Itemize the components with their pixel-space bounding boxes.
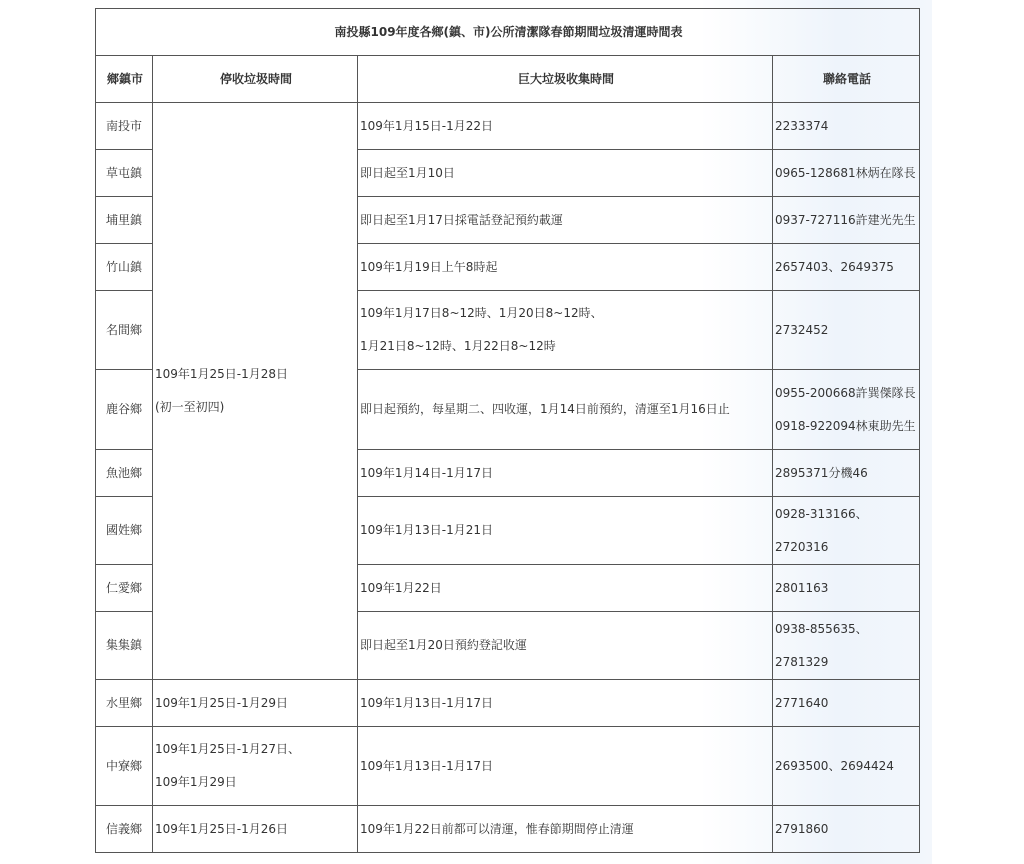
town-cell: 中寮鄉 <box>96 727 153 806</box>
stop-line-1: 109年1月25日-1月28日 <box>155 367 289 381</box>
bulky-cell: 109年1月15日-1月22日 <box>358 103 773 150</box>
phone-cell: 2657403、2649375 <box>773 244 920 291</box>
header-town: 鄉鎮市 <box>96 56 153 103</box>
bulky-cell: 109年1月13日-1月21日 <box>358 497 773 565</box>
town-cell: 水里鄉 <box>96 680 153 727</box>
town-cell: 集集鎮 <box>96 612 153 680</box>
stop-line-2: 109年1月29日 <box>155 775 237 789</box>
phone-cell: 2895371分機46 <box>773 450 920 497</box>
town-cell: 信義鄉 <box>96 806 153 853</box>
phone-cell: 0965-128681林炳在隊長 <box>773 150 920 197</box>
table-row <box>96 727 920 806</box>
phone-line-1: 0955-200668許巽傑隊長 <box>775 385 916 400</box>
phone-cell: 2233374 <box>773 103 920 150</box>
town-cell: 鹿谷鄉 <box>96 370 153 450</box>
phone-line-2: 0918-922094林東助先生 <box>775 418 916 433</box>
town-cell: 草屯鎮 <box>96 150 153 197</box>
header-stop: 停收垃圾時間 <box>153 56 358 103</box>
phone-line-1: 0938-855635、 <box>775 621 868 636</box>
bulky-cell: 109年1月19日上午8時起 <box>358 244 773 291</box>
header-bulky: 巨大垃圾收集時間 <box>358 56 773 103</box>
bulky-line-2: 1月21日8~12時、1月22日8~12時 <box>360 339 556 353</box>
table-row <box>96 806 920 853</box>
phone-cell: 2693500、2694424 <box>773 727 920 806</box>
bulky-cell: 109年1月14日-1月17日 <box>358 450 773 497</box>
phone-cell: 2732452 <box>773 291 920 370</box>
bulky-cell: 即日起至1月10日 <box>358 150 773 197</box>
town-cell: 魚池鄉 <box>96 450 153 497</box>
bulky-line-1: 109年1月17日8~12時、1月20日8~12時、 <box>360 306 603 320</box>
stop-cell <box>153 727 358 806</box>
bulky-cell: 109年1月22日 <box>358 565 773 612</box>
town-cell: 名間鄉 <box>96 291 153 370</box>
bulky-cell <box>358 291 773 370</box>
stop-cell: 109年1月25日-1月26日 <box>153 806 358 853</box>
phone-line-2: 2720316 <box>775 539 829 554</box>
town-cell: 竹山鎮 <box>96 244 153 291</box>
table-row <box>96 680 920 727</box>
bulky-cell: 109年1月22日前都可以清運，惟春節期間停止清運 <box>358 806 773 853</box>
schedule-table <box>95 8 920 853</box>
phone-line-1: 0928-313166、 <box>775 506 868 521</box>
table-row <box>96 103 920 150</box>
phone-cell: 0937-727116許建光先生 <box>773 197 920 244</box>
phone-cell <box>773 370 920 450</box>
bulky-cell: 即日起至1月17日採電話登記預約載運 <box>358 197 773 244</box>
phone-cell: 2771640 <box>773 680 920 727</box>
phone-cell <box>773 612 920 680</box>
town-cell: 埔里鎮 <box>96 197 153 244</box>
title-row <box>96 9 920 56</box>
bulky-cell: 即日起預約，每星期二、四收運，1月14日前預約，清運至1月16日止 <box>358 370 773 450</box>
phone-line-2: 2781329 <box>775 654 829 669</box>
header-phone: 聯絡電話 <box>773 56 920 103</box>
stop-cell-merged <box>153 103 358 680</box>
bulky-cell: 109年1月13日-1月17日 <box>358 727 773 806</box>
header-row <box>96 56 920 103</box>
stop-line-1: 109年1月25日-1月27日、 <box>155 742 301 756</box>
town-cell: 仁愛鄉 <box>96 565 153 612</box>
stop-cell: 109年1月25日-1月29日 <box>153 680 358 727</box>
phone-cell: 2801163 <box>773 565 920 612</box>
bulky-cell: 即日起至1月20日預約登記收運 <box>358 612 773 680</box>
town-cell: 南投市 <box>96 103 153 150</box>
stop-line-2: (初一至初四) <box>155 400 225 414</box>
table-title: 南投縣109年度各鄉(鎮、市)公所清潔隊春節期間垃圾清運時間表 <box>96 9 920 56</box>
phone-cell: 2791860 <box>773 806 920 853</box>
bulky-cell: 109年1月13日-1月17日 <box>358 680 773 727</box>
town-cell: 國姓鄉 <box>96 497 153 565</box>
phone-cell <box>773 497 920 565</box>
